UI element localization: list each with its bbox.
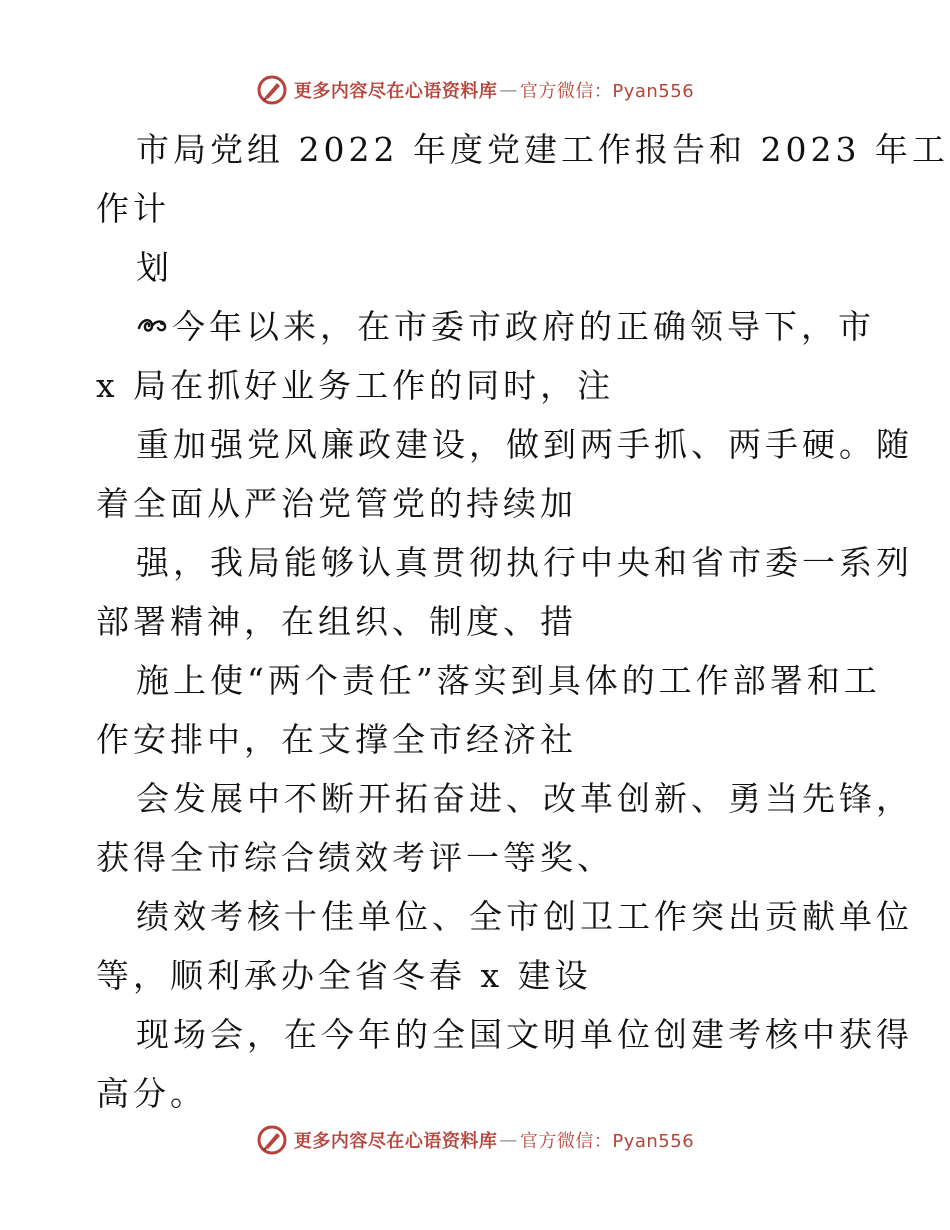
pen-circle-logo-icon xyxy=(256,1124,288,1156)
paragraph-line: 现场会，在今年的全国文明单位创建考核中获得 xyxy=(136,1015,913,1054)
paragraph-line: 重加强党风廉政建设，做到两手抓、两手硬。随 xyxy=(136,425,913,464)
watermark-main-text: 更多内容尽在心语资料库 xyxy=(293,1131,498,1152)
paragraph-line: 着全面从严治党管党的持续加 xyxy=(96,484,577,523)
paragraph-line xyxy=(96,297,875,356)
header-watermark xyxy=(0,70,950,110)
paragraph-line: 高分。 xyxy=(96,1074,207,1113)
paragraph-line: 等，顺利承办全省冬春 x 建设 xyxy=(96,956,592,995)
watermark-wechat-text: 官方微信：Pyan556 xyxy=(519,1131,695,1152)
watermark-separator: — xyxy=(499,1129,518,1151)
paragraph-line: 施上使“两个责任”落实到具体的工作部署和工 xyxy=(136,661,881,700)
document-title-line-2: 作计 xyxy=(96,189,170,228)
paragraph-line: 部署精神，在组织、制度、措 xyxy=(96,602,577,641)
paragraph-line: 强，我局能够认真贯彻执行中央和省市委一系列 xyxy=(136,543,913,582)
document-body xyxy=(96,120,949,1123)
ornamental-bullet-icon xyxy=(136,299,172,358)
paragraph-line: 获得全市综合绩效考评一等奖、 xyxy=(96,838,614,877)
paragraph-line: x 局在抓好业务工作的同时，注 xyxy=(96,366,615,405)
watermark-separator: — xyxy=(499,79,518,101)
document-title-line-3: 划 xyxy=(136,248,173,287)
watermark-main-text: 更多内容尽在心语资料库 xyxy=(293,81,498,102)
document-title-line-1: 市局党组 2022 年度党建工作报告和 2023 年工 xyxy=(136,130,949,169)
paragraph-line: 绩效考核十佳单位、全市创卫工作突出贡献单位 xyxy=(136,897,913,936)
footer-watermark xyxy=(0,1120,950,1160)
paragraph-line: 会发展中不断开拓奋进、改革创新、勇当先锋， xyxy=(136,779,913,818)
watermark-wechat-text: 官方微信：Pyan556 xyxy=(519,81,695,102)
pen-circle-logo-icon xyxy=(256,74,288,106)
paragraph-line-text: 今年以来，在市委市政府的正确领导下，市 xyxy=(172,307,875,346)
paragraph-line: 作安排中，在支撑全市经济社 xyxy=(96,720,577,759)
